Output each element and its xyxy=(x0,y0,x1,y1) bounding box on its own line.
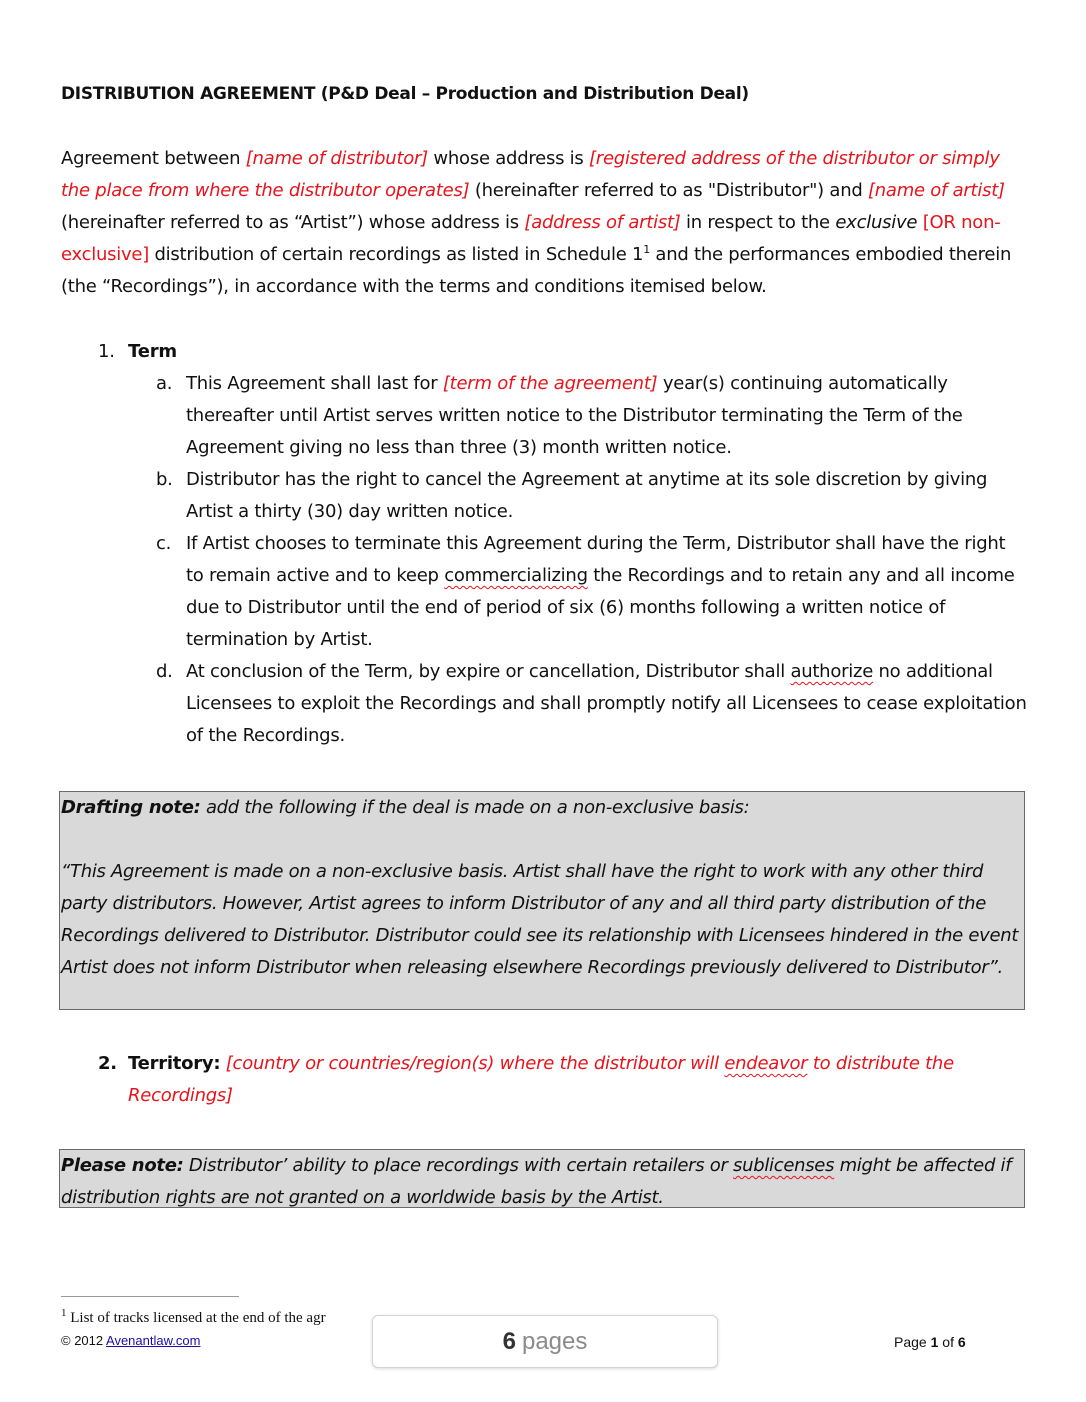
section-2-territory: 2. Territory: [country or countries/region(s) where the distributor will endeavor to distribute the Recordings] xyxy=(98,1053,954,1106)
copyright-line: © 2012 Avenantlaw.com xyxy=(61,1333,201,1348)
spellcheck-word[interactable]: sublicenses xyxy=(733,1155,835,1176)
footnote-divider xyxy=(61,1296,239,1297)
clause-a: a. This Agreement shall last for [term of the agreement] year(s) continuing automatically thereafter until Artist serves written notice to the Distributor terminating the Term of the Agreement giving no less than three (3) month written notice. xyxy=(156,373,963,458)
section-1-clauses xyxy=(156,368,1028,752)
footnote-reference[interactable]: 1 xyxy=(643,243,650,256)
page-count-number: 6 xyxy=(502,1327,516,1355)
intro-paragraph: Agreement between [name of distributor] whose address is [registered address of the distributor or simply the place from where the distributor operates] (hereinafter referred to as "Distributor") and [name of artist] (hereinafter referred to as “Artist”) whose address is [address of artist] in respect to the exclusive [OR non-exclusive] distribution of certain recordings as listed in Schedule $1^1$ and the performances embodied therein (the “Recordings”), in accordance with the terms and conditions itemised below. xyxy=(61,148,1012,297)
placeholder-artist-address: [address of artist] xyxy=(524,212,681,233)
clause-c: c. If Artist chooses to terminate this Agreement during the Term, Distributor shall have the right to remain active and to keep commercializing the Recordings and to retain any and all income due to Distributor until the end of period of six (6) months following a written notice of termination by Artist. xyxy=(156,533,1015,650)
section-1-heading: 1. Term xyxy=(98,341,177,362)
placeholder-distributor-address: [registered address of the distributor or simply the place from where the distributor operates] xyxy=(61,148,1000,201)
please-note-label: Please note: xyxy=(61,1155,184,1176)
placeholder-exclusivity: non-exclusive] xyxy=(61,212,1001,265)
placeholder-artist-name: [name of artist] xyxy=(868,180,1005,201)
clause-b: b. Distributor has the right to cancel the Agreement at anytime at its sole discretion by giving Artist a thirty (30) day written notice. xyxy=(156,469,988,522)
placeholder-territory: [country or countries/region(s) where the distributor will xyxy=(220,1053,725,1074)
placeholder-exclusivity-bracket: [OR xyxy=(922,212,956,233)
drafting-note-quote: “This Agreement is made on a non-exclusive basis. Artist shall have the right to work with any other third party distributors. However, Artist agrees to inform Distributor of any and all third party distribution of the Recordings delivered to Distributor. Distributor could see its relationship with Licensees hindered in the event Artist does not inform Distributor when releasing elsewhere Recordings previously delivered to Distributor”. xyxy=(61,861,1019,978)
territory-heading: Territory: xyxy=(128,1053,221,1074)
clause-d: d. At conclusion of the Term, by expire or cancellation, Distributor shall authorize no additional Licensees to exploit the Recordings and shall promptly notify all Licensees to cease exploitation of the Recordings. xyxy=(156,661,1027,746)
page-count-overlay xyxy=(372,1315,718,1368)
page-number: Page 1 of 6 xyxy=(894,1334,966,1350)
please-note-box: Please note: Distributor’ ability to place recordings with certain retailers or sublicenses might be affected if distribution rights are not granted on a worldwide basis by the Artist. xyxy=(59,1149,1025,1208)
document-title: DISTRIBUTION AGREEMENT (P&D Deal – Production and Distribution Deal) xyxy=(61,84,749,104)
placeholder-term: [term of the agreement] xyxy=(442,373,658,394)
spellcheck-word[interactable]: authorize xyxy=(790,661,874,682)
spellcheck-word[interactable]: endeavor xyxy=(724,1053,808,1074)
placeholder-distributor-name: [name of distributor] xyxy=(245,148,428,169)
drafting-note-label: Drafting note: xyxy=(61,797,201,818)
page-count-label: pages xyxy=(521,1327,588,1355)
drafting-note-box: Drafting note: add the following if the deal is made on a non-exclusive basis: “This Agreement is made on a non-exclusive basis. Artist shall have the right to work with any other third party distributors. However, Artist agrees to inform Distributor of any and all third party distribution of the Recordings delivered to Distributor. Distributor could see its relationship with Licensees hindered in the event Artist does not inform Distributor when releasing elsewhere Recordings previously delivered to Distributor”. xyxy=(59,791,1025,1010)
spellcheck-word[interactable]: commercializing xyxy=(444,565,588,586)
avenantlaw-link[interactable]: Avenantlaw.com xyxy=(106,1333,201,1348)
footnote: $^1$ List of tracks licensed at the end of the agr xyxy=(61,1307,326,1326)
